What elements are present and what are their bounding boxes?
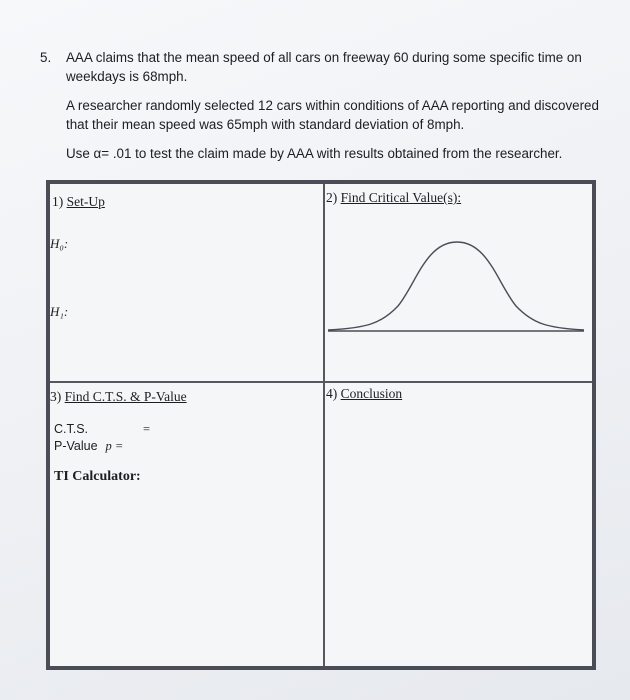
conclusion-cell <box>326 386 596 402</box>
normal-curve-diagram <box>326 234 588 334</box>
critical-value-heading <box>326 190 596 206</box>
alternative-hypothesis-label: H₁: <box>50 304 69 319</box>
cts-values <box>54 421 150 455</box>
critical-value-cell <box>326 190 596 206</box>
setup-heading <box>52 194 323 210</box>
worksheet-grid <box>46 180 596 670</box>
cts-row <box>54 421 150 438</box>
cts-title: Find C.T.S. & P-Value <box>64 389 187 404</box>
null-hypothesis-label: H₀: <box>50 236 69 251</box>
grid-vertical-divider <box>323 184 325 666</box>
setup-cell <box>50 194 323 319</box>
problem-statement <box>40 48 615 163</box>
pvalue-expression: p = <box>105 439 124 453</box>
setup-title: Set-Up <box>66 194 105 209</box>
setup-prefix: 1) <box>52 194 67 209</box>
problem-claim: AAA claims that the mean speed of all cars on freeway 60 during some specific time on weekdays is 68mph. <box>66 50 582 84</box>
cts-prefix: 3) <box>50 389 65 404</box>
cts-equals: = <box>142 422 150 436</box>
ti-calculator-label: TI Calculator: <box>54 469 141 484</box>
problem-number: 5. <box>40 50 52 65</box>
bell-curve <box>328 242 584 330</box>
grid-horizontal-divider <box>50 381 592 383</box>
critical-prefix: 2) <box>326 190 341 205</box>
conclusion-prefix: 4) <box>326 386 341 401</box>
problem-study: A researcher randomly selected 12 cars within conditions of AAA reporting and discovered that their mean speed was 65mph with standard deviation of 8mph. <box>66 98 599 132</box>
pvalue-row <box>54 438 150 455</box>
problem-instruction: Use α= .01 to test the claim made by AAA with results obtained from the researcher. <box>66 146 563 161</box>
conclusion-title: Conclusion <box>340 386 403 401</box>
cts-cell <box>50 389 323 405</box>
pvalue-label: P-Value <box>54 439 98 453</box>
cts-heading <box>50 389 323 405</box>
cts-label: C.T.S. <box>54 422 89 436</box>
critical-title: Find Critical Value(s): <box>340 190 462 205</box>
conclusion-heading <box>326 386 596 402</box>
